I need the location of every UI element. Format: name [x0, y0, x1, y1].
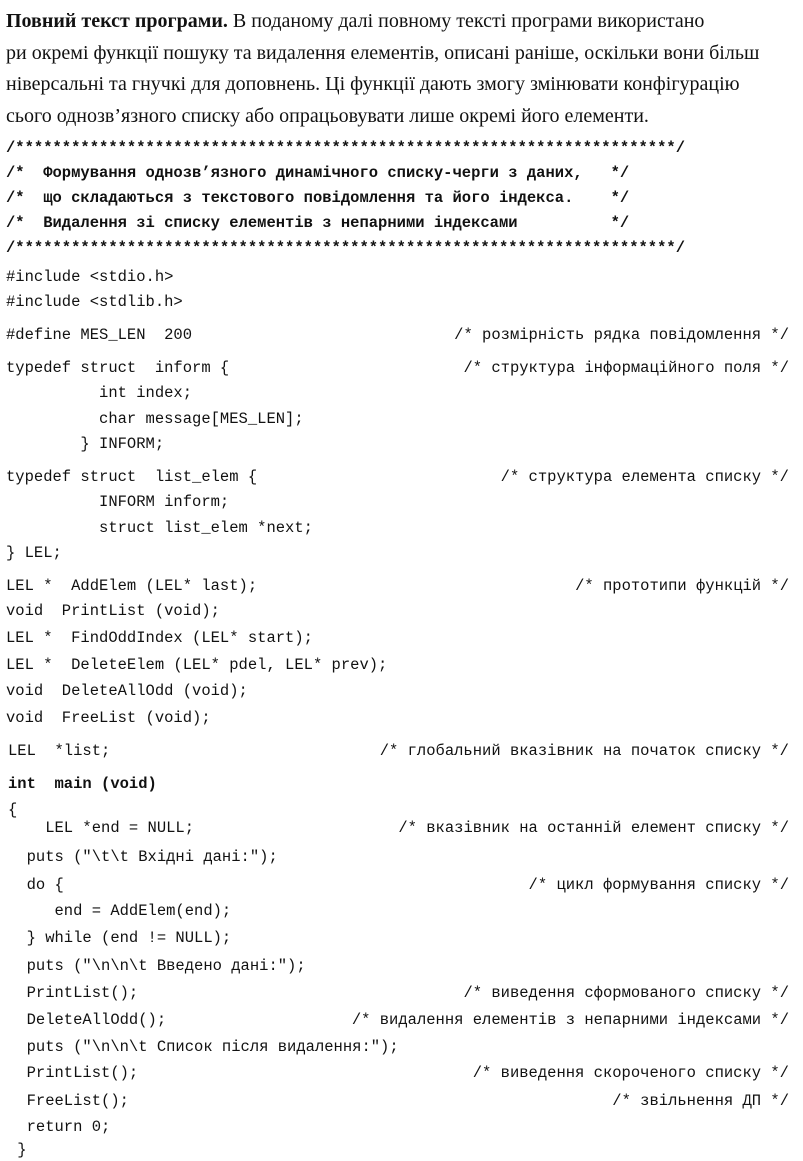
- code-header-line: [6, 237, 796, 259]
- code-line: [8, 1036, 789, 1058]
- code-line: [8, 846, 789, 868]
- code-text: typedef struct inform {: [6, 359, 230, 377]
- code-comment: /* виведення скороченого списку */: [472, 1064, 789, 1082]
- code-comment: /* звільнення ДП */: [612, 1092, 789, 1110]
- code-text: #define MES_LEN 200: [6, 326, 193, 344]
- code-comment: /* цикл формування списку */: [528, 876, 789, 894]
- code-comment: /* видалення елементів з непарними індексами */: [351, 1011, 789, 1029]
- code-line: [8, 982, 789, 1004]
- code-line: [6, 266, 789, 288]
- code-text: {: [8, 801, 18, 819]
- code-text: puts ("\n\n\t Список після видалення:");: [8, 1038, 399, 1056]
- code-line: [6, 466, 789, 488]
- code-header-text: /* Видалення зі списку елементів з непарними індексами */: [6, 214, 630, 232]
- code-line: [6, 408, 789, 430]
- code-line: [8, 740, 789, 762]
- code-text: LEL *list;: [8, 742, 111, 760]
- code-text: } LEL;: [6, 544, 62, 562]
- code-line: [6, 291, 789, 313]
- code-line: [8, 1062, 789, 1084]
- code-line: [6, 491, 789, 513]
- intro-line-1: [6, 6, 796, 38]
- code-comment: /* структура елемента списку */: [500, 468, 789, 486]
- code-text: void PrintList (void);: [6, 602, 220, 620]
- code-line: [8, 817, 789, 839]
- code-line: [8, 1090, 789, 1112]
- code-line: [8, 927, 789, 949]
- code-header-text: /***********************************************************************/: [6, 239, 686, 257]
- intro-line-3: ніверсальні та гнучкі для доповнень. Ці функції дають змогу змінювати конфігурацію: [6, 73, 740, 95]
- code-line: [6, 627, 789, 649]
- code-comment: /* прототипи функцій */: [575, 577, 789, 595]
- code-text: typedef struct list_elem {: [6, 468, 258, 486]
- code-text: #include <stdio.h>: [6, 268, 174, 286]
- code-comment: /* розмірність рядка повідомлення */: [454, 326, 789, 344]
- code-text: int index;: [6, 384, 193, 402]
- intro-line-1-text: В поданому далі повному тексті програми використано: [227, 10, 705, 32]
- intro-lead: Повний текст програми.: [6, 10, 228, 32]
- code-line: [8, 1009, 789, 1031]
- code-line: [6, 324, 789, 346]
- code-text: DeleteAllOdd();: [8, 1011, 167, 1029]
- code-line: [6, 680, 789, 702]
- code-text: LEL * AddElem (LEL* last);: [6, 577, 258, 595]
- code-line: [8, 1139, 789, 1161]
- code-text: } while (end != NULL);: [8, 929, 232, 947]
- code-text: INFORM inform;: [6, 493, 230, 511]
- code-line: [6, 382, 789, 404]
- code-header-line: [6, 162, 796, 184]
- code-line: [8, 773, 789, 795]
- code-line: [6, 517, 789, 539]
- code-text: PrintList();: [8, 984, 139, 1002]
- code-line: [6, 357, 789, 379]
- code-text: return 0;: [8, 1118, 111, 1136]
- code-text: puts ("\n\n\t Введено дані:");: [8, 957, 306, 975]
- code-line: [8, 1116, 789, 1138]
- code-comment: /* виведення сформованого списку */: [463, 984, 789, 1002]
- code-text: } INFORM;: [6, 435, 165, 453]
- code-text: puts ("\t\t Вхідні дані:");: [8, 848, 278, 866]
- code-line: [6, 707, 789, 729]
- code-header-text: /* що складаються з текстового повідомлення та його індекса. */: [6, 189, 630, 207]
- code-text: PrintList();: [8, 1064, 139, 1082]
- code-text: LEL * FindOddIndex (LEL* start);: [6, 629, 313, 647]
- intro-line-4: сього однозв’язного списку або опрацьовувати лише окремі його елементи.: [6, 104, 649, 127]
- code-comment: /* вказівник на останній елемент списку */: [398, 819, 789, 837]
- code-line: [6, 433, 789, 455]
- code-header-line: [6, 137, 796, 159]
- intro-paragraph: [6, 6, 796, 132]
- code-line: [6, 600, 789, 622]
- code-text: void DeleteAllOdd (void);: [6, 682, 248, 700]
- code-line: [6, 575, 789, 597]
- code-text: }: [8, 1141, 27, 1159]
- code-line: [8, 900, 789, 922]
- code-text: int main (void): [8, 775, 157, 793]
- code-line: [6, 654, 789, 676]
- code-header-text: /* Формування однозв’язного динамічного списку-черги з даних, */: [6, 164, 630, 182]
- code-text: void FreeList (void);: [6, 709, 211, 727]
- code-header-line: [6, 212, 796, 234]
- code-text: LEL * DeleteElem (LEL* pdel, LEL* prev);: [6, 656, 388, 674]
- code-text: FreeList();: [8, 1092, 129, 1110]
- code-text: end = AddElem(end);: [8, 902, 232, 920]
- code-comment: /* глобальний вказівник на початок списку */: [379, 742, 789, 760]
- intro-line-2: ри окремі функції пошуку та видалення елементів, описані раніше, оскільки вони більш: [6, 41, 760, 64]
- code-text: LEL *end = NULL;: [8, 819, 195, 837]
- code-text: char message[MES_LEN];: [6, 410, 304, 428]
- code-line: [8, 874, 789, 896]
- code-line: [6, 542, 789, 564]
- code-text: struct list_elem *next;: [6, 519, 313, 537]
- code-header-text: /***********************************************************************/: [6, 139, 686, 157]
- code-comment: /* структура інформаційного поля */: [463, 359, 789, 377]
- code-line: [8, 955, 789, 977]
- code-header-line: [6, 187, 796, 209]
- code-text: #include <stdlib.h>: [6, 293, 183, 311]
- code-text: do {: [8, 876, 64, 894]
